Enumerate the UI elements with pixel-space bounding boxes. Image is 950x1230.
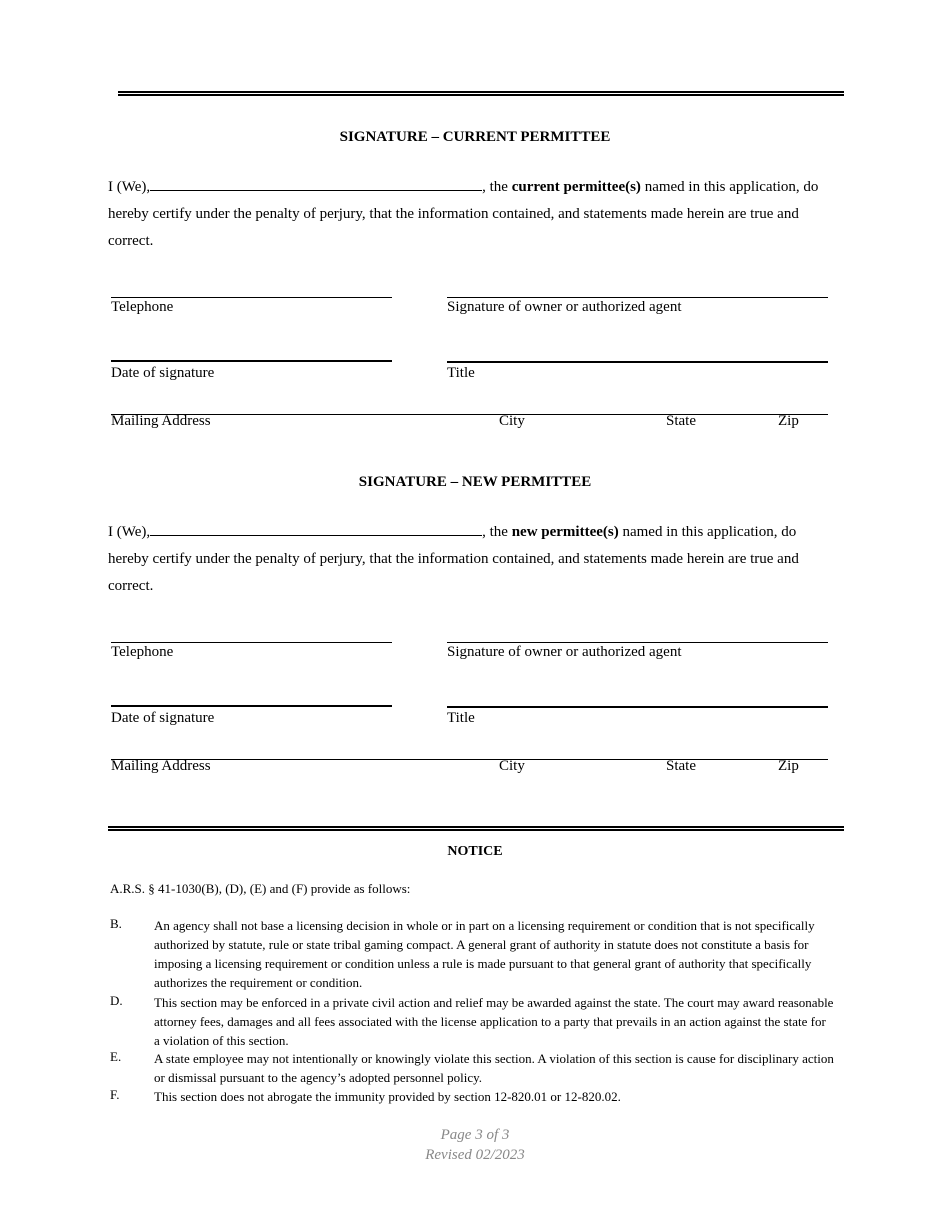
new-date-label: Date of signature <box>111 710 215 726</box>
new-telephone-label: Telephone <box>111 644 174 660</box>
notice-item-letter: F. <box>110 1087 120 1102</box>
new-certification-statement <box>108 519 828 600</box>
notice-item-text: This section may be enforced in a private civil action and relief may be awarded against the state. The court may award reasonable attorney fees, damages and all fees associated with the license application to a party that prevails in an action against the state for a violation of this section. <box>154 995 834 1048</box>
new-title-label: Title <box>447 710 475 726</box>
new-zip-label: Zip <box>778 758 799 774</box>
page-number: Page 3 of 3 <box>440 1127 510 1143</box>
current-date-label: Date of signature <box>111 365 215 381</box>
current-date-line[interactable] <box>111 360 392 362</box>
notice-intro: A.R.S. § 41-1030(B), (D), (E) and (F) provide as follows: <box>110 881 411 896</box>
new-title-line[interactable] <box>447 706 828 708</box>
current-mailing-label: Mailing Address <box>111 413 211 429</box>
new-signature-line[interactable] <box>447 642 828 643</box>
current-title-label: Title <box>447 365 475 381</box>
statement-rest: named in this application, do hereby certify under the penalty of perjury, that the information contained, and statements made herein are true and correct. <box>108 524 799 594</box>
current-telephone-label: Telephone <box>111 299 174 315</box>
notice-item-letter: E. <box>110 1049 122 1064</box>
new-city-label: City <box>499 758 525 774</box>
current-certification-statement <box>108 174 828 255</box>
notice-title: NOTICE <box>447 844 503 859</box>
current-zip-label: Zip <box>778 413 799 429</box>
current-city-label: City <box>499 413 525 429</box>
notice-item-text: A state employee may not intentionally or knowingly violate this section. A violation of this section is cause for disciplinary action or dismissal pursuant to the agency’s adopted personnel policy. <box>154 1051 834 1085</box>
current-telephone-line[interactable] <box>111 297 392 298</box>
notice-item-text: An agency shall not base a licensing decision in whole or in part on a licensing requirement or condition that is not specifically authorized by statute, rule or state tribal gaming compact. A general grant of authority in statute does not constitute a basis for imposing a licensing requirement or condition unless a rule is made pursuant to that general grant of authority that specifically authorizes the requirement or condition. <box>154 918 815 990</box>
revision-date: Revised 02/2023 <box>425 1147 525 1163</box>
notice-item-letter: D. <box>110 993 123 1008</box>
statement-mid: , the <box>482 179 512 195</box>
new-state-label: State <box>666 758 696 774</box>
new-date-line[interactable] <box>111 705 392 707</box>
current-permittee-heading: SIGNATURE – CURRENT PERMITTEE <box>339 129 611 145</box>
notice-item-text: This section does not abrogate the immunity provided by section 12-820.01 or 12-820.02. <box>154 1089 621 1104</box>
current-state-label: State <box>666 413 696 429</box>
statement-bold: new permittee(s) <box>511 524 619 540</box>
new-address-line[interactable] <box>111 759 828 760</box>
statement-rest: named in this application, do hereby certify under the penalty of perjury, that the information contained, and statements made herein are true and correct. <box>108 179 819 249</box>
notice-double-rule <box>108 826 844 831</box>
statement-prefix: I (We), <box>108 179 151 195</box>
current-signature-line[interactable] <box>447 297 828 298</box>
current-address-line[interactable] <box>111 414 828 415</box>
top-double-rule <box>118 91 844 96</box>
statement-mid: , the <box>482 524 512 540</box>
current-title-line[interactable] <box>447 361 828 363</box>
notice-item-letter: B. <box>110 916 122 931</box>
statement-prefix: I (We), <box>108 524 151 540</box>
new-permittee-name-field[interactable] <box>150 520 482 536</box>
new-telephone-line[interactable] <box>111 642 392 643</box>
current-permittee-name-field[interactable] <box>150 175 482 191</box>
new-mailing-label: Mailing Address <box>111 758 211 774</box>
new-permittee-heading: SIGNATURE – NEW PERMITTEE <box>358 474 592 490</box>
current-signature-label: Signature of owner or authorized agent <box>447 299 682 315</box>
new-signature-label: Signature of owner or authorized agent <box>447 644 682 660</box>
statement-bold: current permittee(s) <box>511 179 641 195</box>
